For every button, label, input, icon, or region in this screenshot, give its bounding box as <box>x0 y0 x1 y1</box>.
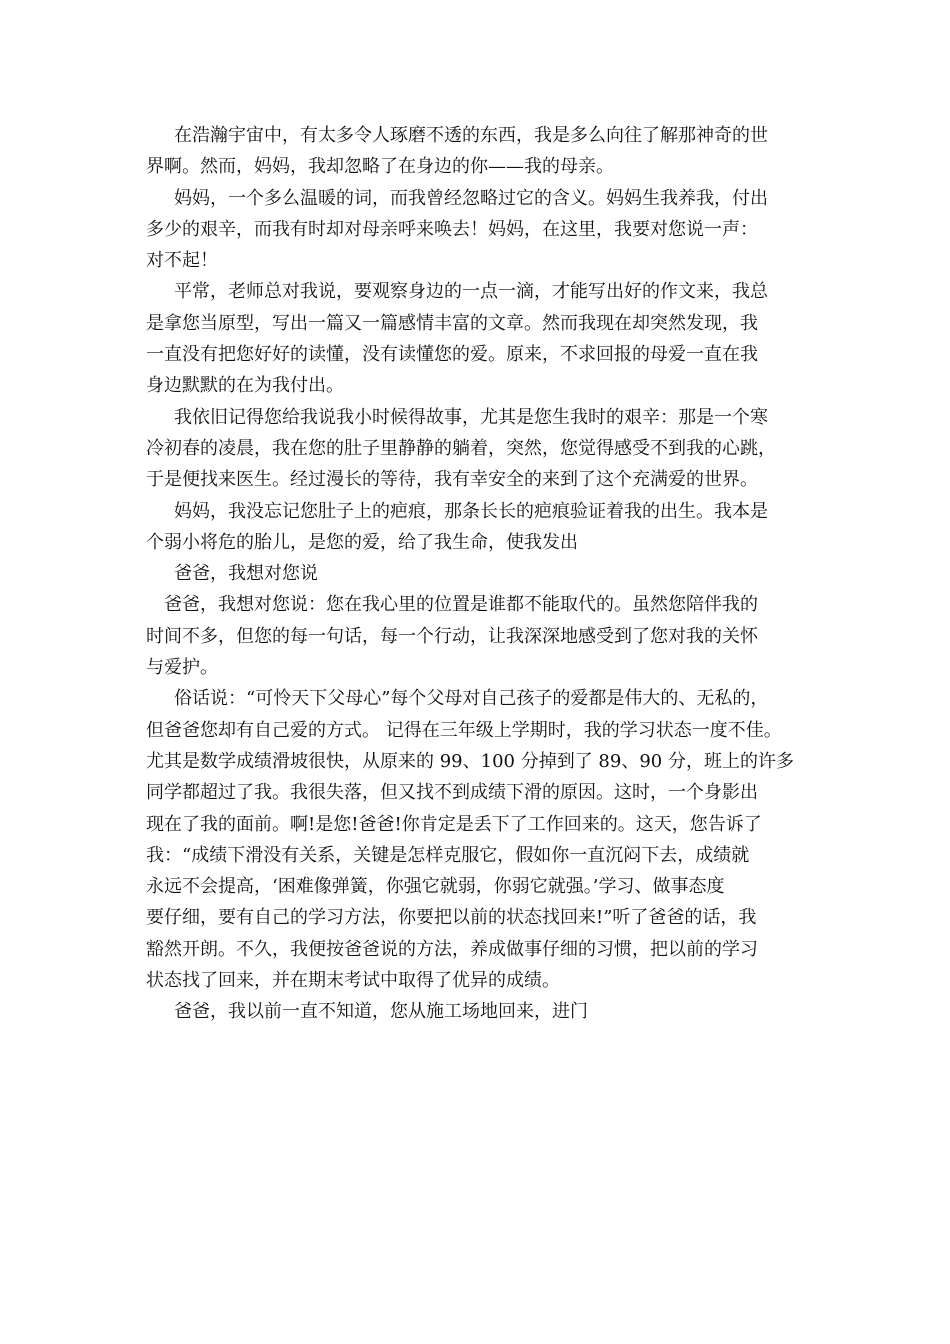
text-line: 爸爸，我以前一直不知道，您从施工场地回来，进门 <box>174 1001 588 1023</box>
document-body <box>146 120 836 1028</box>
text-line: 对不起！ <box>146 250 218 272</box>
text-line: 妈妈，我没忘记您肚子上的疤痕，那条长长的疤痕验证着我的出生。我本是 <box>174 500 768 522</box>
text-line: 于是便找来医生。经过漫长的等待，我有幸安全的来到了这个充满爱的世界。 <box>146 469 758 491</box>
text-line: 爸爸，我想对您说 <box>174 563 318 585</box>
text-line: 一直没有把您好好的读懂，没有读懂您的爱。原来，不求回报的母爱一直在我 <box>146 344 758 366</box>
text-line: 尤其是数学成绩滑坡很快，从原来的 99、100 分掉到了 89、90 分，班上的许多 <box>146 750 794 772</box>
text-line: 与爱护。 <box>146 657 218 679</box>
text-line: 是拿您当原型，写出一篇又一篇感情丰富的文章。然而我现在却突然发现，我 <box>146 312 758 334</box>
text-line: 永远不会提高，‘困难像弹簧，你强它就弱，你弱它就强。’学习、做事态度 <box>146 876 725 898</box>
text-line: 我依旧记得您给我说我小时候得故事，尤其是您生我时的艰辛：那是一个寒 <box>174 406 768 428</box>
text-line: 冷初春的凌晨，我在您的肚子里静静的躺着，突然，您觉得感受不到我的心跳， <box>146 437 776 459</box>
text-line: 爸爸，我想对您说：您在我心里的位置是谁都不能取代的。虽然您陪伴我的 <box>164 594 758 616</box>
text-line: 多少的艰辛，而我有时却对母亲呼来唤去！妈妈，在这里，我要对您说一声： <box>146 218 758 240</box>
text-line: 我：“成绩下滑没有关系，关键是怎样克服它，假如你一直沉闷下去，成绩就 <box>146 844 750 866</box>
text-line: 豁然开朗。不久，我便按爸爸说的方法，养成做事仔细的习惯，把以前的学习 <box>146 938 758 960</box>
text-line: 妈妈，一个多么温暖的词，而我曾经忽略过它的含义。妈妈生我养我，付出 <box>174 187 768 209</box>
text-line: 俗话说：“可怜天下父母心”每个父母对自己孩子的爱都是伟大的、无私的， <box>174 688 769 710</box>
text-line: 个弱小将危的胎儿，是您的爱，给了我生命，使我发出 <box>146 531 578 553</box>
text-line: 状态找了回来，并在期末考试中取得了优异的成绩。 <box>146 970 560 992</box>
text-line: 要仔细，要有自己的学习方法，你要把以前的状态找回来!”听了爸爸的话，我 <box>146 907 757 929</box>
text-line: 平常，老师总对我说，要观察身边的一点一滴，才能写出好的作文来，我总 <box>174 281 768 303</box>
text-line: 同学都超过了我。我很失落，但又找不到成绩下滑的原因。这时，一个身影出 <box>146 782 758 804</box>
text-line: 界啊。然而，妈妈，我却忽略了在身边的你——我的母亲。 <box>146 156 614 178</box>
text-line: 但爸爸您却有自己爱的方式。 记得在三年级上学期时，我的学习状态一度不佳。 <box>146 719 782 741</box>
text-line: 时间不多，但您的每一句话，每一个行动，让我深深地感受到了您对我的关怀 <box>146 625 758 647</box>
text-line: 在浩瀚宇宙中，有太多令人琢磨不透的东西，我是多么向往了解那神奇的世 <box>174 125 768 146</box>
text-line: 现在了我的面前。啊!是您!爸爸!你肯定是丢下了工作回来的。这天，您告诉了 <box>146 813 762 835</box>
text-line: 身边默默的在为我付出。 <box>146 375 344 397</box>
